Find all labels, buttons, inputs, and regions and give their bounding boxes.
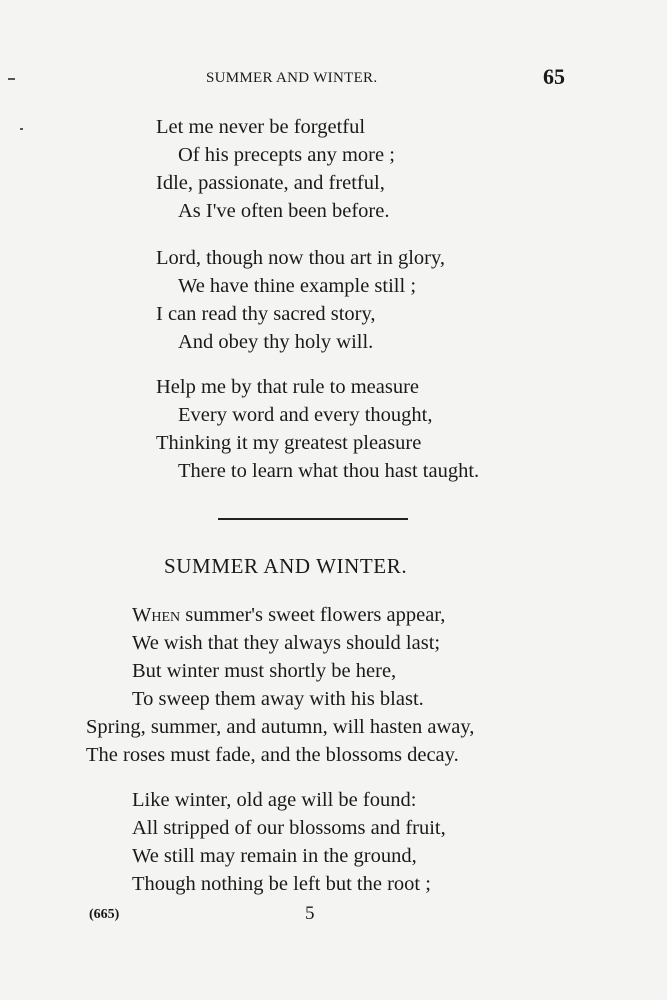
poem-line: Though nothing be left but the root ; bbox=[132, 873, 431, 895]
poem-line: Every word and every thought, bbox=[178, 404, 433, 426]
first-word: When bbox=[132, 604, 181, 626]
poem-line: Thinking it my greatest pleasure bbox=[156, 432, 422, 454]
margin-mark bbox=[8, 78, 15, 80]
poem-line: Let me never be forgetful bbox=[156, 116, 366, 138]
poem-line: Spring, summer, and autumn, will hasten away, bbox=[86, 716, 475, 738]
poem-line: Idle, passionate, and fretful, bbox=[156, 172, 385, 194]
poem-title: SUMMER AND WINTER. bbox=[164, 554, 408, 578]
running-head: SUMMER AND WINTER. bbox=[206, 70, 378, 86]
poem-line bbox=[132, 602, 445, 628]
poem-line: We have thine example still ; bbox=[178, 275, 417, 297]
poem-line: But winter must shortly be here, bbox=[132, 660, 397, 682]
section-divider bbox=[218, 518, 408, 520]
poem-line: Like winter, old age will be found: bbox=[132, 789, 417, 811]
poem-line: To sweep them away with his blast. bbox=[132, 688, 424, 710]
poem-line: All stripped of our blossoms and fruit, bbox=[132, 817, 446, 839]
poem-line: We wish that they always should last; bbox=[132, 632, 441, 654]
poem-line: I can read thy sacred story, bbox=[156, 303, 376, 325]
margin-mark bbox=[20, 128, 23, 130]
poem-line: Of his precepts any more ; bbox=[178, 144, 395, 166]
poem-line: We still may remain in the ground, bbox=[132, 845, 417, 867]
poem-line: Lord, though now thou art in glory, bbox=[156, 247, 446, 269]
first-line-rest: summer's sweet flowers appear, bbox=[180, 604, 446, 626]
printer-signature: (665) bbox=[89, 907, 120, 922]
poem-line: The roses must fade, and the blossoms decay. bbox=[86, 744, 459, 766]
poem-line: As I've often been before. bbox=[178, 200, 390, 222]
poem-line: And obey thy holy will. bbox=[178, 331, 374, 353]
signature-number: 5 bbox=[305, 903, 315, 924]
page-number: 65 bbox=[543, 64, 565, 89]
poem-line: There to learn what thou hast taught. bbox=[178, 460, 480, 482]
poem-line: Help me by that rule to measure bbox=[156, 376, 419, 398]
